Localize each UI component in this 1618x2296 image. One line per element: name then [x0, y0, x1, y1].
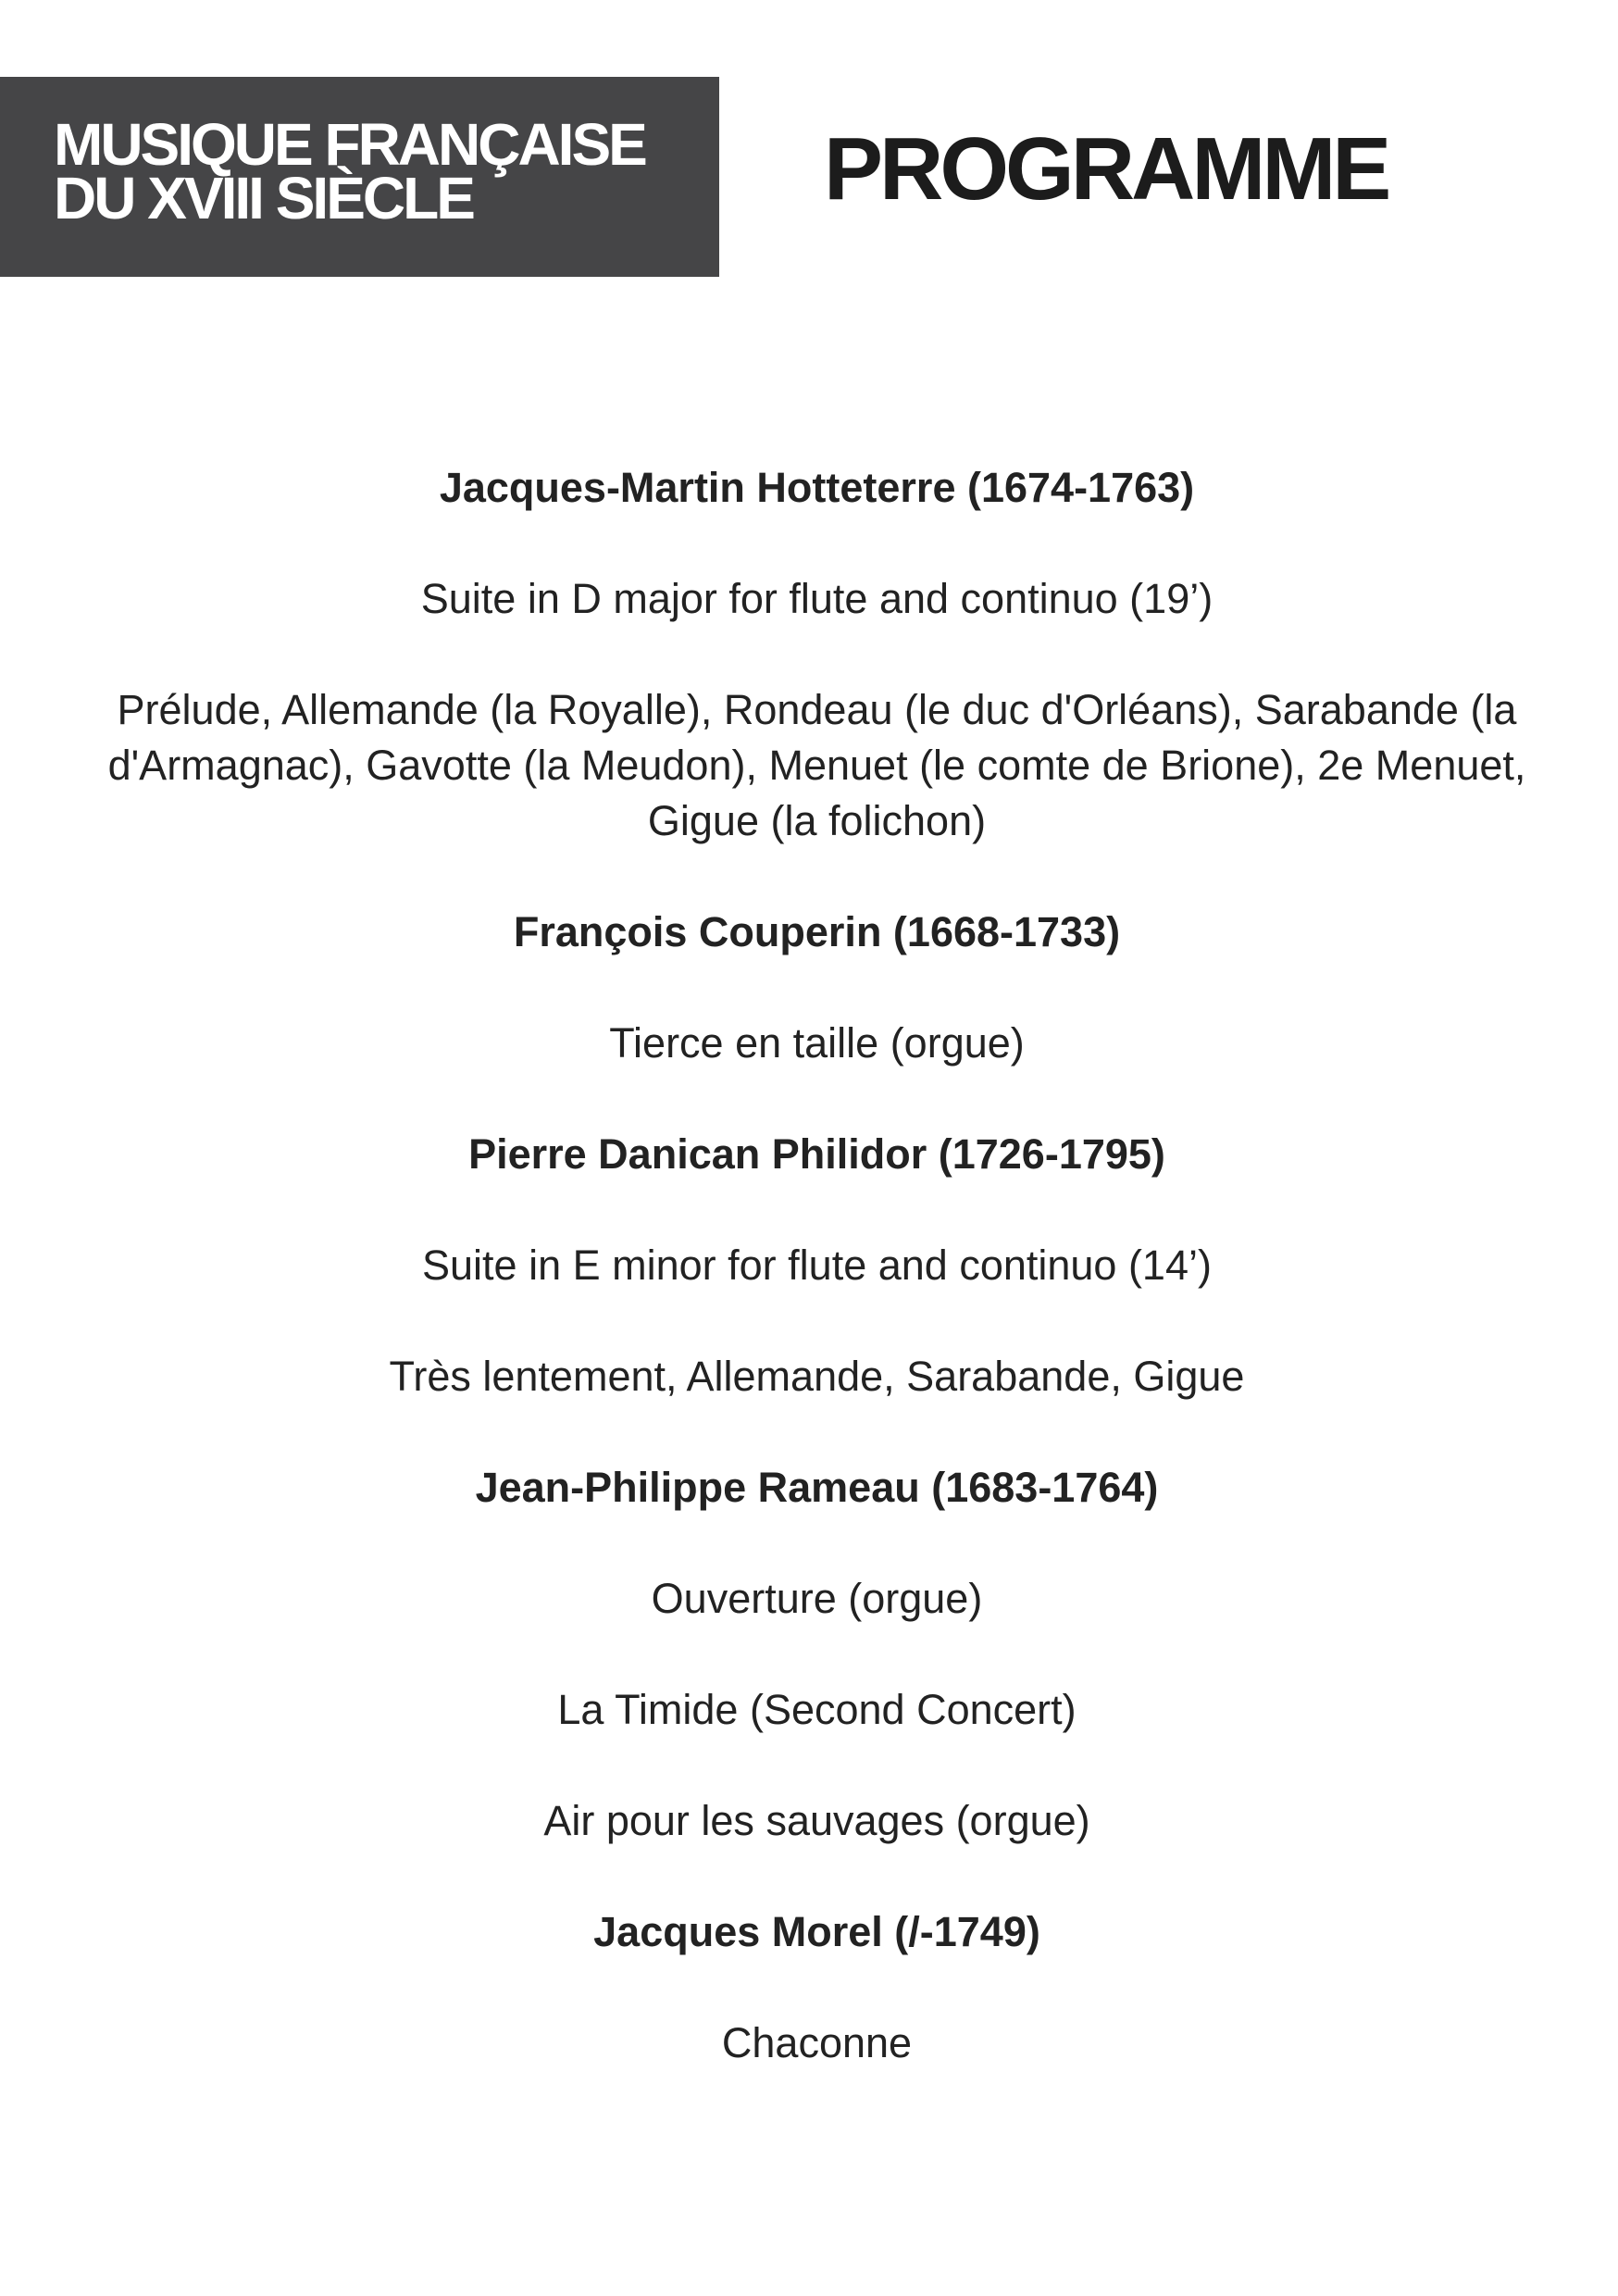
header-banner [0, 77, 719, 277]
composer-heading: Pierre Danican Philidor (1726-1795) [468, 1130, 1165, 1178]
programme-section-morel [65, 1904, 1569, 2071]
programme-list [65, 460, 1569, 2071]
programme-section-hotteterre [65, 460, 1569, 849]
work-title: La Timide (Second Concert) [557, 1686, 1077, 1733]
movement-list: Très lentement, Allemande, Sarabande, Gigue [389, 1353, 1245, 1400]
movement-list: Prélude, Allemande (la Royalle), Rondeau (le duc d'Orléans), Sarabande (la d'Armagnac), Gavotte (la Meudon), Menuet (le comte de Brione), 2e Menuet, Gigue (la folichon) [107, 686, 1526, 844]
work-title: Suite in D major for flute and continuo (19’) [420, 575, 1214, 622]
work-title: Air pour les sauvages (orgue) [543, 1797, 1090, 1844]
page-title: PROGRAMME [824, 119, 1388, 218]
programme-section-philidor [65, 1127, 1569, 1404]
work-title: Tierce en taille (orgue) [609, 1019, 1025, 1067]
composer-heading: François Couperin (1668-1733) [513, 908, 1121, 955]
work-title: Chaconne [721, 2019, 913, 2066]
composer-heading: Jean-Philippe Rameau (1683-1764) [475, 1464, 1159, 1511]
work-title: Ouverture (orgue) [651, 1575, 983, 1622]
programme-section-couperin [65, 905, 1569, 1071]
composer-heading: Jacques-Martin Hotteterre (1674-1763) [439, 464, 1195, 511]
work-title: Suite in E minor for flute and continuo (14’) [422, 1242, 1212, 1289]
banner-title-line-1: MUSIQUE FRANÇAISE [54, 111, 645, 178]
programme-section-rameau [65, 1460, 1569, 1849]
composer-heading: Jacques Morel (/-1749) [593, 1908, 1040, 1955]
banner-title-line-2: DU XVIII SIÈCLE [54, 165, 473, 231]
